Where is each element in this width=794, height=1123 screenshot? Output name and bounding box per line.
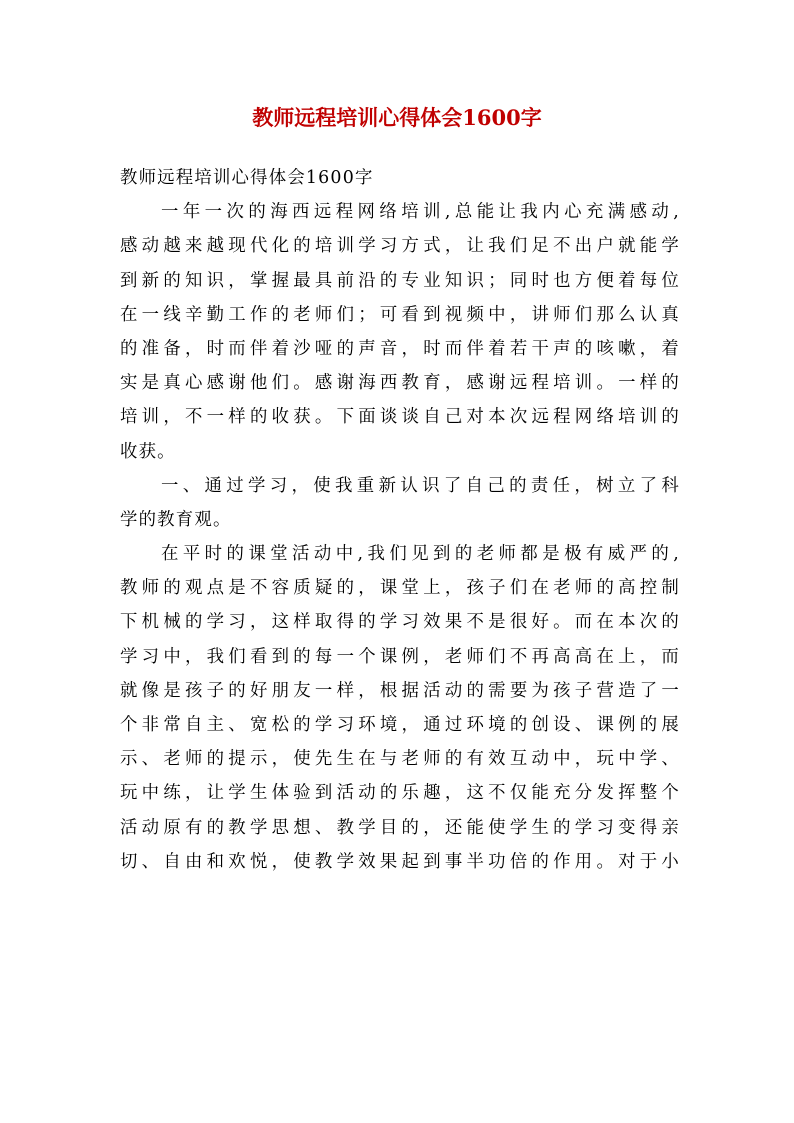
text-line: 培训，不一样的收获。下面谈谈自己对本次远程网络培训的: [120, 407, 680, 428]
text-line: 学习中，我们看到的每一个课例，老师们不再高高在上，而: [120, 646, 680, 667]
text-line: 示、老师的提示，使先生在与老师的有效互动中，玩中学、: [120, 749, 680, 770]
text-line: 教师的观点是不容质疑的，课堂上，孩子们在老师的高控制: [120, 578, 680, 599]
text-line: 感动越来越现代化的培训学习方式，让我们足不出户就能学: [120, 236, 680, 257]
text-line: 玩中练，让学生体验到活动的乐趣，这不仅能充分发挥整个: [120, 783, 680, 804]
text-line: 个非常自主、宽松的学习环境，通过环境的创设、课例的展: [120, 715, 680, 735]
text-line: 的准备，时而伴着沙哑的声音，时而伴着若干声的咳嗽，着: [120, 338, 680, 359]
text-line: 一、通过学习，使我重新认识了自己的责任，树立了科: [161, 475, 680, 496]
document-title: 教师远程培训心得体会1600字: [252, 105, 542, 130]
document-body: [120, 161, 680, 879]
text-line: 在一线辛勤工作的老师们；可看到视频中，讲师们那么认真: [120, 304, 680, 325]
text-line: 切、自由和欢悦，使教学效果起到事半功倍的作用。对于小: [120, 851, 680, 872]
text-line: 学的教育观。: [120, 509, 232, 530]
text-line: 收获。: [120, 441, 176, 462]
text-line: 就像是孩子的好朋友一样，根据活动的需要为孩子营造了一: [120, 680, 680, 701]
text-line: 下机械的学习，这样取得的学习效果不是很好。而在本次的: [120, 612, 680, 633]
text-line: 活动原有的教学思想、教学目的，还能使学生的学习变得亲: [120, 817, 680, 838]
text-line: 一年一次的海西远程网络培训,总能让我内心充满感动,: [161, 202, 680, 223]
text-line: 到新的知识，掌握最具前沿的专业知识；同时也方便着每位: [120, 270, 680, 291]
text-line: 实是真心感谢他们。感谢海西教育，感谢远程培训。一样的: [120, 373, 680, 394]
text-line: 教师远程培训心得体会1600字: [120, 168, 374, 188]
text-line: 在平时的课堂活动中,我们见到的老师都是极有威严的,: [161, 544, 680, 565]
